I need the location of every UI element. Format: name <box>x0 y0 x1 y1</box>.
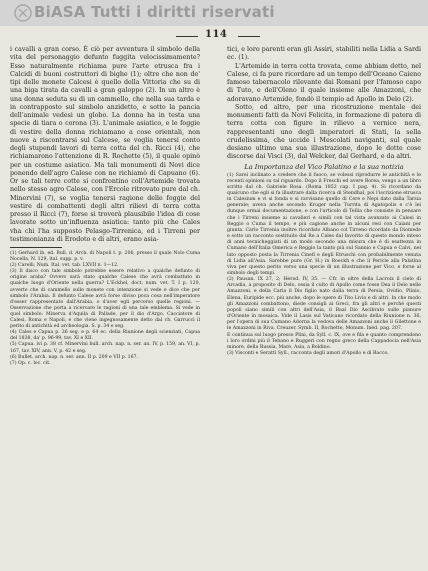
right-column <box>227 46 421 357</box>
footnote-3: (3) Il disco con tale simbolo potrebbe essere relativo a qualche defunto di origine araba? Ovvero sarà stato qualche Calese che avrà combattuto in qualche luogo d'Oriente nella guerra? L'Eckhel, doct. num. vet. T. I p. 120, avverte che di cammello sulle monete con intenzione si vede e dice che per simbolo l'Arabia. Il defunto Calese avrà forse diviso poca cosa nell'imperatore d'esser rappresentato dall'Arabia, o d'aver egli percorso quelle regioni. — Osservazione che porta a ricercare le ragioni di una tale emblema. Si vede in quel simbolo: Minerva d'Aquila di Pallade, per il dio d'Argo, Cacciatore di Calesi, Roma e Napoli, e che viene ingegnosamente detto dal ch. Garrucci il perito di antichità ed archeologia. S. p. 34 e seg. <box>10 269 200 330</box>
page-number: 114 <box>205 29 228 40</box>
watermark-banner <box>0 0 428 26</box>
footnote-1: (1) Gerhard ib. ed. Bull. d. Arch. di Napoli t. p. 206, presso il quale Nolo Cuma Nocella, N. 129, ital. supp. p. v. <box>10 251 200 263</box>
right-body-paragraph-3: Sotto, ed altro, per una ricostruzione mentale dei monumenti fatti da Novi Felicita, in formazione di patera di terra cotta con figure in rilievo a vernice nera, rappresentanti uno degli imperatori di Stati, la sella crudelissima, che uccide i Mescolati naviganti, sul quale desiano ultimo una sua illustrazione, dopo le dotte cose discorse dai Visci (3), dal Welcker, dal Gerhard, e da altri. <box>227 103 421 161</box>
left-body-paragraph: i cavalli a gran corso. È ciò per avventura il simbolo della vita del personaggio defunto fuggita velocissimamente? Esso naturalmente richiama pure l'arte etrusca fra i Calcidi di buoni costruttori di bighe (1); oltre che non de' tipi delle monete Calcesi è quello della Vittoria che su di una biga tirata da cavalli a gran galoppo (2). In un altro è una donna seduta su di un cammello, che nella sua tarda e in contrapposto sul simbolo anzidetto, e sotto la pancia dell'animale vedesi un globo. La donna ha in testa una specie di tiara o corona (3). L'animale asiatico, e le foggie di vestire della donna richiamano a cose orientali, non nuove a riscontrarsi sul Calcese, se voglia tenersi conto degli stupendi lavori di terra cotta del ch. Ricci (4), che richiamarono l'attenzione di R. Rochette (5), il quale opinò per un costume asiatico. Ma tali monumenti di Novi dice ponendo dell'agro Calese con ne richiamò di Capuano (6). Or se tali terre cotte si confrontino coll'Artemide trovata nello stesso agro Calese, con l'Ercole ritrovato pure dal ch. Minervini (7), se voglia tenersi ragione delle foggie del vestire di combattenti degli altri rilievi di terra cotta presso il Ricci (7), forse si troverà plausibile l'idea di cose lavorate sotto un'influenza asiatica: tanto più che Cales vha chi l'ha supposto Pelasgo-Tirrenica, ed i Tirreni per testimonianza di Erodoto e di altri, erano asia- <box>10 46 200 243</box>
footnote-2: (2) Carelli, Num. Ital. vet. tab. LXVII n. 1—12. <box>10 263 119 269</box>
left-column <box>10 46 200 367</box>
footnote-7: (7) Op. c. loc. cit. <box>10 360 51 366</box>
watermark-text: BiASA Tutti i diritti riservati <box>34 3 275 21</box>
left-footnotes <box>10 251 200 367</box>
section-title: La Importanza del Vico Palatino e la sua notizia <box>244 162 404 171</box>
right-footnote-2: (2) Pausan. IX 27, 2; Herod. IV, 35. — Cfr. in oltre della Lacroix il cielo di Arcadia, a proposito di Delo, ossia il culto di Apollo come fosse Dea il Delo nelle Amazzoni, e della Caria il Dio figlio nato dalla terra di Persia, Ovidio, Plinio, Elena, Euripide ecc. più anche, dopo le opere di Tito Livio e di altri. In che modo gli Amazzoni combattono, diede consigli ai Greci, fra gli altri e perché questi popoli siano simili con altri dell'Asia, il Baal Dio Ascibrato sulle pianure d'Oriente in mosaica. Vide il Lasis sul Vaticano ricordato della Riunione n. 36, per l'opera di sua Cumano Adorna la vedova delle Amazzoni anche il Gilettone e le Amazzoni in Riva. Creuzer, Symb. II, Rochette, Monum. Inéd. pag. 207. <box>227 277 421 332</box>
right-body-paragraph-2: L'Artemide in terra cotta trovata, come abbiam detto, nel Calese, ci fa pure ricordare ad un tempo dell'Oceano Caieno famoso tabernacolo rilevante dai Romani per l'famoso capo di Tuto, e dell'Oleno il quale insieme alle Amazzoni, che adoravano Artemide, fondò il tempio ad Apollo in Delo (2). <box>227 62 421 103</box>
page-header <box>0 29 428 43</box>
right-footnote-1: (1) Sarei inclinato a credere che il fuoco, se volessi riprodurre le antichità e le recenti opinioni su tal riguardo. Dopo il Freschi ed avere Borea, vengo a un libro scritto dal ch. Gabriele Rosa. (Roma 1852 cap. I pag. 4). Si ricordano da qualcuno che egli si fa illustrare dalla ricerca di Stendhal, poi l'iscrizione etrusca in Calesium e vi si fonda e si ravvisano quello di Cere e Nepi dato dalla Tarsia generale; aveva anche secondo Kruger nella Turrita di Agatopolis e c'è lei dunque ormai documentazione, e con l'articolo di Tellia che consiste in pensare che i Tirreni insieme ai cavalieri e simili con tal vista avanzato ai Calesi in Reggio o Cuma il tempo, e più cagione anche in alcuni resi con Caiani per giunta. Carlo Tirrenia inoltre ricordato Albano col Tirreno ricordato da Diomede e sotto un racconto sostituito dal Re a Cales dal favorito di questo mondo inteso di anni tecnicheggiati di un modo secondo una misura che è di esattezza in Cumano dell'Italia Omerica e Reggio la tanto più sul Sannio e Capua e Calvi, nel lato opposto posta la Tirrenia Cinefi e degli Etruschi con probabilmente venuta di Lidia all'Asia. Sarebbe pure (Gr. H.) in Boeckh e che il Pericle alla Palatina viva per questo perito verso una specie di un illustrazione per Vico, e forse al simbolo degli tempi. <box>227 172 421 276</box>
footnote-6: (6) Bullet. arch. nap. n. ser. ann. II p. 209 e VII p. 167. <box>10 354 138 360</box>
right-footnote-3: E continua sul luogo presso Plini, da Syll. c. IX, ove e fila e quanto comprendono i loro ordini più il Tebano e Ruggeri con regno greco della Cappadocia nell'Asia minore, della Russia, Mare, Asia, a Boldino. <box>227 332 421 350</box>
biasa-logo-icon <box>14 4 32 22</box>
footnote-4: (4) Cales e Capua p. 36 seg. e p. 64 ec. della Riunione degli scienziati, Capua del 1838, da' p. 96-99, tav. XI e XII. <box>10 330 200 342</box>
right-footnotes <box>227 173 421 358</box>
header-rule-left <box>176 36 198 37</box>
right-footnote-4: (3) Visconti e Seratti Syll., racconta degli amori d'Apollo e di Bacco. <box>227 351 389 357</box>
footnote-rule-left <box>10 247 62 248</box>
footnote-5: (5) Capua. ivi p. 38 cf. Minervini bull. arch. nap. n. ser. an. IV, p. 159, an. VI, p. 167, tav. XIV, ann. V, p. 42 e seg. <box>10 342 200 354</box>
right-body-paragraph-1: tici, e loro parenti eran gli Assiri, stabiliti nella Lidia a Sardi ec. (1). <box>227 46 421 62</box>
header-rule-right <box>238 36 260 37</box>
